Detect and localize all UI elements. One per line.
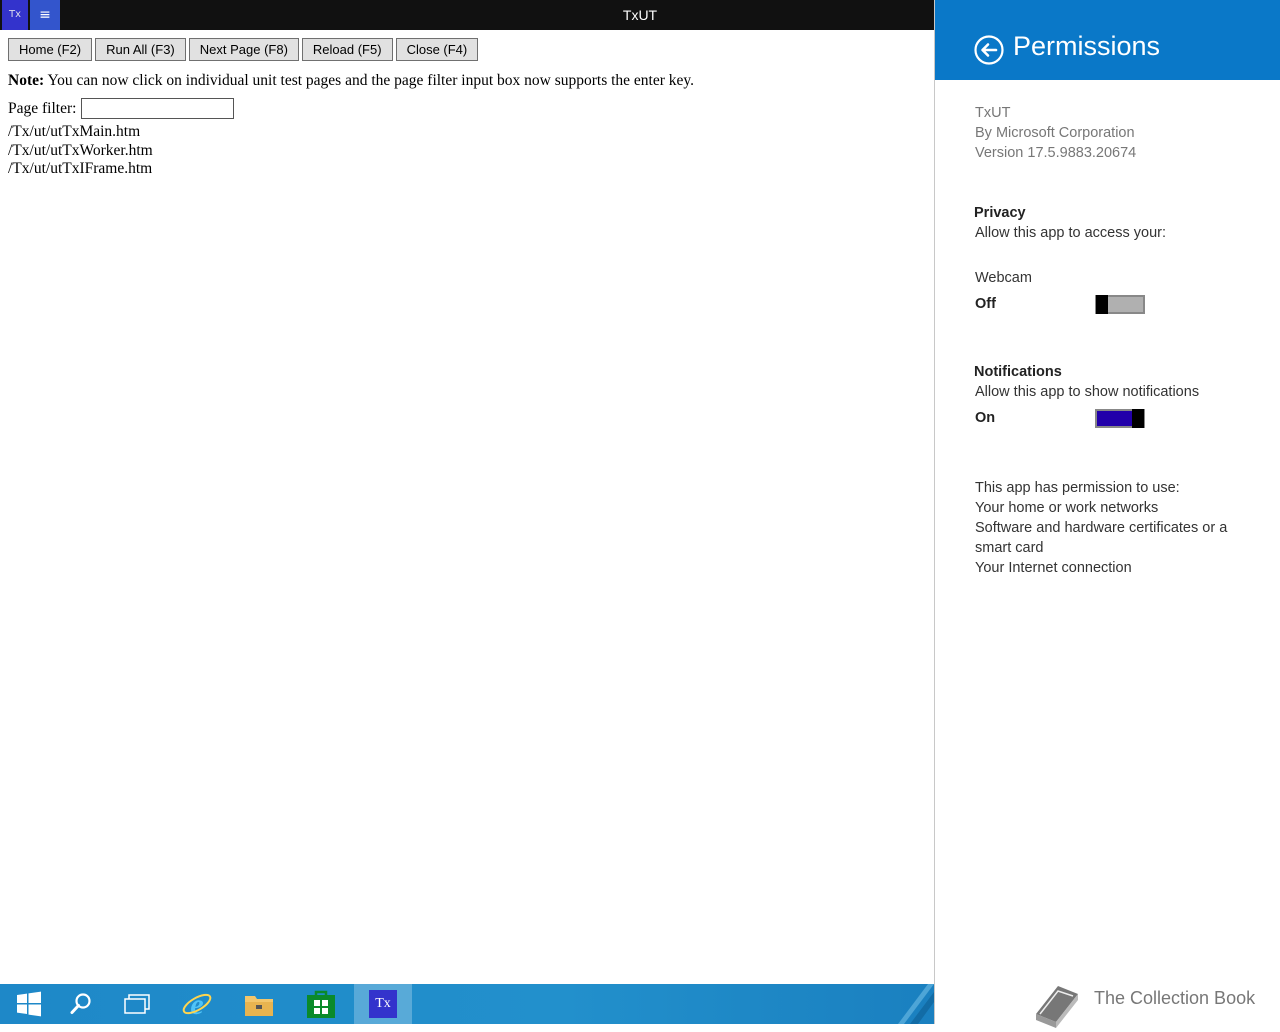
- note-text: [8, 72, 694, 90]
- toggle-knob: [1096, 295, 1108, 314]
- title-bar: [0, 0, 934, 30]
- notifications-description: Allow this app to show notifications: [975, 384, 1200, 400]
- notifications-heading: Notifications: [974, 364, 1062, 380]
- test-page-link[interactable]: /Tx/ut/utTxIFrame.htm: [8, 160, 153, 177]
- permission-list: [975, 478, 1245, 578]
- note-body: You can now click on individual unit test pages and the page filter input box now supports the enter key.: [44, 72, 695, 89]
- webcam-label: Webcam: [975, 270, 1032, 286]
- permission-item: Your home or work networks: [975, 500, 1159, 516]
- notifications-toggle[interactable]: [1095, 409, 1145, 428]
- publisher: By Microsoft Corporation: [975, 125, 1135, 141]
- version: Version 17.5.9883.20674: [975, 145, 1137, 161]
- hamburger-icon[interactable]: ≡: [30, 0, 60, 30]
- task-view-icon[interactable]: [108, 984, 166, 1024]
- svg-text:e: e: [190, 988, 204, 1020]
- test-page-link[interactable]: /Tx/ut/utTxWorker.htm: [8, 141, 153, 159]
- webcam-state: Off: [975, 296, 996, 312]
- window-title: TxUT: [622, 7, 658, 23]
- page-filter-row: [8, 98, 234, 119]
- file-explorer-icon[interactable]: [230, 984, 288, 1024]
- webcam-toggle[interactable]: [1095, 295, 1145, 314]
- start-icon[interactable]: [0, 984, 58, 1024]
- close-button[interactable]: Close (F4): [396, 38, 479, 61]
- permissions-header: [935, 0, 1280, 80]
- reload-button[interactable]: Reload (F5): [302, 38, 393, 61]
- page-filter-label: Page filter:: [8, 99, 77, 117]
- permission-item: Your Internet connection: [975, 560, 1132, 576]
- permissions-pane: [935, 0, 1280, 1024]
- book-icon: [1030, 982, 1082, 1032]
- toolbar: [8, 38, 478, 61]
- search-icon[interactable]: [52, 984, 110, 1024]
- permission-item: Software and hardware certificates or a smart card: [975, 520, 1228, 556]
- permissions-title: Permissions: [1013, 31, 1161, 61]
- app-name: TxUT: [975, 105, 1011, 121]
- taskbar-decoration: [854, 984, 934, 1024]
- app-icon[interactable]: Tx: [2, 0, 28, 30]
- back-arrow-icon[interactable]: [974, 35, 1004, 65]
- run-all-button[interactable]: Run All (F3): [95, 38, 186, 61]
- notifications-state: On: [975, 410, 996, 426]
- txut-app-icon[interactable]: [354, 984, 412, 1024]
- test-page-link[interactable]: /Tx/ut/utTxMain.htm: [8, 123, 141, 140]
- page-filter-input[interactable]: [81, 98, 234, 119]
- watermark: [1030, 982, 1256, 1032]
- privacy-description: Allow this app to access your:: [975, 225, 1167, 241]
- next-page-button[interactable]: Next Page (F8): [189, 38, 299, 61]
- txut-app-label: Tx: [369, 990, 397, 1018]
- permission-heading: This app has permission to use:: [975, 480, 1180, 496]
- toggle-knob: [1132, 409, 1144, 428]
- store-icon[interactable]: [292, 984, 350, 1024]
- branding-text: The Collection Book: [1094, 988, 1256, 1008]
- note-label: Note:: [8, 72, 45, 89]
- internet-explorer-icon[interactable]: [168, 984, 226, 1024]
- taskbar: [0, 984, 934, 1024]
- home-button[interactable]: Home (F2): [8, 38, 92, 61]
- privacy-heading: Privacy: [974, 205, 1026, 221]
- test-page-list: [8, 123, 153, 179]
